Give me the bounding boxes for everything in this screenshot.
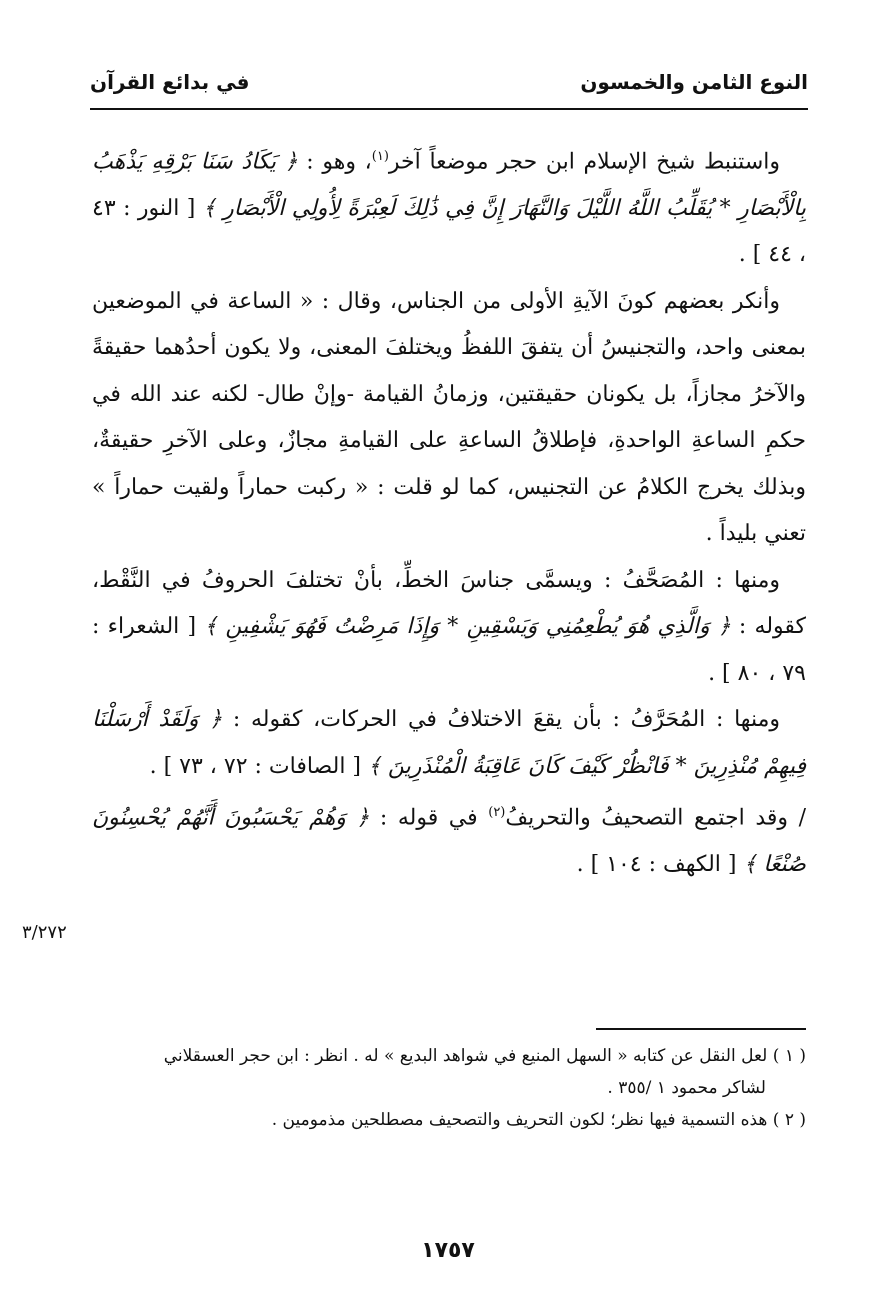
paragraph-5-text-b: في قوله : — [369, 805, 489, 831]
footnote-marker-1[interactable]: (١) — [371, 149, 389, 164]
paragraph-1-text-b: ، وهو : — [297, 149, 372, 175]
quran-verse-2: ﴿ وَالَّذِي هُوَ يُطْعِمُنِي وَيَسْقِينِ * وَإِذَا مَرِضْتُ فَهُوَ يَشْفِينِ ﴾ — [204, 614, 731, 640]
running-header — [90, 62, 808, 102]
margin-page-reference: ٣/٢٧٢ — [22, 922, 67, 943]
quran-verse-3: ﴿ وَلَقَدْ أَرْسَلْنَا فِيهِمْ مُنْذِرِينَ * فَانْظُرْ كَيْفَ كَانَ عَاقِبَةُ الْمُنْذَرِينَ ﴾ — [92, 707, 806, 779]
paragraph-5 — [92, 790, 806, 888]
paragraph-4 — [92, 697, 806, 790]
paragraph-3 — [92, 558, 806, 698]
quran-verse-4: ﴿ وَهُمْ يَحْسَبُونَ أَنَّهُمْ يُحْسِنُونَ صُنْعًا ﴾ — [92, 805, 806, 878]
footnote-1-continuation: لشاكر محمود ١ /٣٥٥ . — [607, 1078, 766, 1098]
footnote-marker-2[interactable]: (٢) — [488, 805, 506, 821]
footnote-2: ( ٢ ) هذه التسمية فيها نظر؛ لكون التحريف والتصحيف مصطلحين مذمومين . — [271, 1110, 806, 1130]
quran-verse-1: ﴿ يَكَادُ سَنَا بَرْقِهِ يَذْهَبُ بِالْأَبْصَارِ * يُقَلِّبُ اللَّهُ اللَّيْلَ وَالنَّهَارَ إِنَّ فِي ذَٰلِكَ لَعِبْرَةً لِأُولِي الْأَبْصَارِ ﴾ — [92, 149, 806, 221]
verse-reference-2: [ الشعراء : ٧٩ ، ٨٠ ] . — [92, 614, 806, 686]
page-number: ١٧٥٧ — [421, 1238, 475, 1263]
footnotes — [92, 1040, 806, 1136]
verse-reference-3: [ الصافات : ٧٢ ، ٧٣ ] . — [149, 753, 369, 779]
verse-reference-4: [ الكهف : ١٠٤ ] . — [576, 852, 744, 878]
main-text — [92, 134, 806, 889]
paragraph-5-text: / وقد اجتمع التصحيفُ والتحريفُ — [505, 805, 807, 831]
paragraph-4-text: ومنها : المُحَرَّفُ : بأن يقعَ الاختلافُ في الحركات، كقوله : — [222, 707, 780, 733]
paragraph-3-text: ومنها : المُصَحَّفُ : ويسمَّى جناسَ الخطِّ، بأنْ تختلفَ الحروفُ في النَّقْط، كقوله : — [92, 567, 806, 640]
footnote-divider — [596, 1028, 806, 1030]
verse-reference-1: [ النور : ٤٣ ، ٤٤ ] . — [92, 195, 806, 268]
paragraph-1 — [92, 134, 806, 279]
footnote-1: ( ١ ) لعل النقل عن كتابه « السهل المنيع في شواهد البديع » له . انظر : ابن حجر العسقلاني — [163, 1046, 806, 1066]
header-chapter-title: النوع الثامن والخمسون — [580, 70, 808, 94]
paragraph-1-text: واستنبط شيخ الإسلام ابن حجر موضعاً آخر — [388, 149, 780, 175]
header-divider — [90, 108, 808, 110]
paragraph-2: وأنكر بعضهم كونَ الآيةِ الأولى من الجناس، وقال : « الساعة في الموضعين بمعنى واحد، والتجنيسُ أن يتفقَ اللفظُ ويختلفَ المعنى، ولا يكون أحدُهما حقيقةً والآخرُ مجازاً، بل يكونان حقيقتين، وزمانُ القيامة -وإنْ طال- لكنه عند الله في حكمِ الساعةِ الواحدةِ، فإطلاقُ الساعةِ على القيامةِ مجازٌ، وعلى الآخرِ حقيقةٌ، وبذلك يخرج الكلامُ عن التجنيس، كما لو قلت : « ركبت حماراً ولقيت حماراً » تعني بليداً . — [92, 288, 806, 547]
header-book-title: في بدائع القرآن — [90, 70, 250, 94]
